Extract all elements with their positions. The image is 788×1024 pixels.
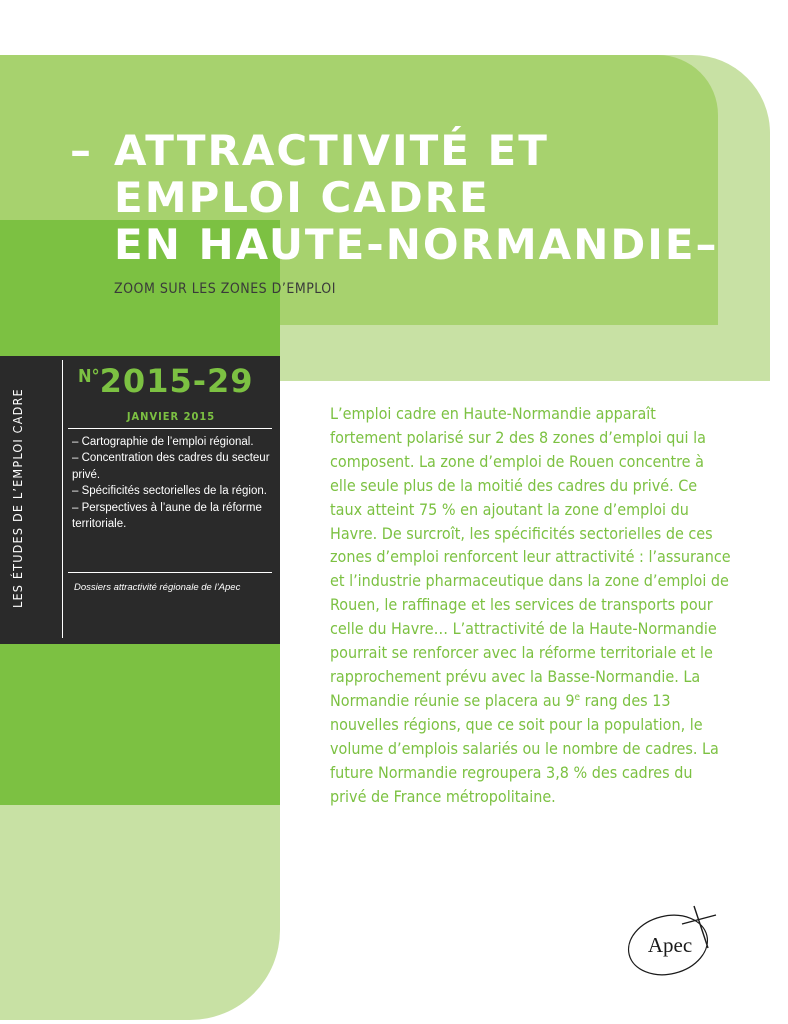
issue-date: JANVIER 2015 bbox=[126, 410, 216, 423]
apec-logo-icon bbox=[622, 900, 722, 980]
summary-bullet: – Spécificités sectorielles de la région. bbox=[72, 485, 267, 498]
divider-top bbox=[68, 428, 272, 429]
summary-bullet: – Perspectives à l’aune de la réforme territoriale. bbox=[72, 501, 262, 531]
dossier-series-note: Dossiers attractivité régionale de l’Apec bbox=[74, 582, 241, 593]
title-line-2: EMPLOI CADRE bbox=[114, 173, 490, 222]
title-line-3: EN HAUTE-NORMANDIE– bbox=[114, 220, 719, 269]
issue-number-value: 2015-29 bbox=[99, 362, 254, 400]
title-line-1: – ATTRACTIVITÉ ET bbox=[70, 126, 549, 175]
vertical-divider bbox=[62, 360, 63, 638]
issue-prefix: N° bbox=[78, 366, 100, 387]
report-title bbox=[70, 127, 719, 268]
issue-number bbox=[78, 362, 254, 400]
divider-bottom bbox=[68, 572, 272, 573]
summary-bullet-list bbox=[72, 434, 277, 532]
summary-bullet: – Cartographie de l’emploi régional. bbox=[72, 436, 254, 448]
summary-bullet: – Concentration des cadres du secteur privé. bbox=[72, 452, 270, 481]
abstract-paragraph: L’emploi cadre en Haute-Normandie apparaît fortement polarisé sur 2 des 8 zones d’emploi qui la composent. La zone d’emploi de Rouen concentre à elle seule plus de la moitié des cadres du privé. Ce taux atteint 75 % en ajoutant la zone d’emploi du Havre. De surcroît, les spécificités sectorielles de ces zones d’emploi renforcent leur attractivité : l’assurance et l’industrie pharmaceutique dans la zone d’emploi de Rouen, le raffinage et les services de transports pour celle du Havre… L’attractivité de la Haute-Normandie pourrait se renforcer avec la réforme territoriale et le rapprochement prévu avec la Basse-Normandie. La Normandie réunie se placera au 9e rang des 13 nouvelles régions, que ce soit pour la population, le volume d’emplois salariés ou le nombre de cadres. La future Normandie regroupera 3,8 % des cadres du privé de France métropolitaine. bbox=[330, 404, 731, 806]
logo-text: Apec bbox=[647, 933, 693, 957]
report-subtitle: ZOOM SUR LES ZONES D’EMPLOI bbox=[114, 281, 336, 297]
series-label: LES ÉTUDES DE L’EMPLOI CADRE bbox=[10, 388, 25, 608]
background-bottom-pale-panel bbox=[0, 805, 280, 1020]
